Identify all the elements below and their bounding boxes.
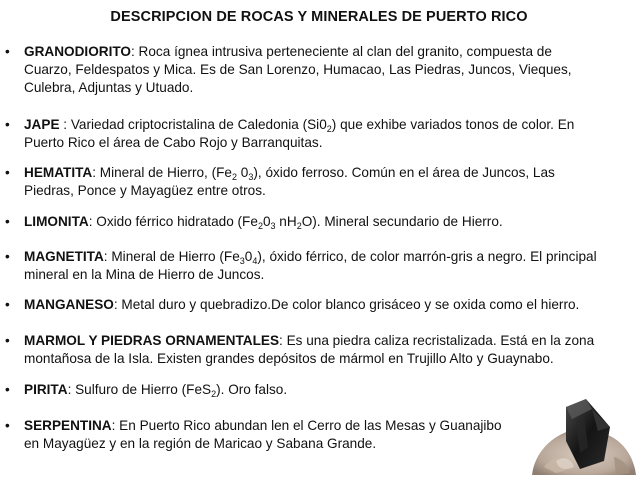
term: LIMONITA <box>24 214 89 229</box>
description: Puerto Rico el área de Cabo Rojo y Barranquitas. <box>24 135 323 150</box>
bullet: • <box>5 333 10 348</box>
bullet: • <box>5 418 10 433</box>
bullet: • <box>5 249 10 264</box>
term: MARMOL Y PIEDRAS ORNAMENTALES <box>24 333 280 348</box>
mineral-sample-image <box>526 397 638 479</box>
bullet: • <box>5 382 10 397</box>
description: 0 <box>262 214 271 229</box>
term: MAGNETITA <box>24 249 104 264</box>
bullet: • <box>5 214 10 229</box>
term: HEMATITA <box>24 165 93 180</box>
term: JAPE <box>24 117 60 132</box>
subscript: 3 <box>239 256 245 266</box>
subscript: 2 <box>211 389 217 399</box>
description: : Variedad criptocristalina de Caledonia (Si0 <box>59 117 327 132</box>
description: : Mineral de Hierro, (Fe <box>92 165 232 180</box>
subscript: 3 <box>248 172 254 182</box>
description: : Sulfuro de Hierro (FeS <box>67 382 212 397</box>
term: PIRITA <box>24 382 68 397</box>
description: ), óxido férrico, de color marrón-gris a negro. El principal <box>257 249 597 264</box>
description: : Mineral de Hierro (Fe <box>103 249 240 264</box>
term: GRANODIORITO <box>24 44 131 59</box>
description: : Es una piedra caliza recristalizada. Está en la zona <box>279 333 595 348</box>
description: Culebra, Adjuntas y Utuado. <box>24 80 194 95</box>
bullet: • <box>5 165 10 180</box>
description: nH <box>275 214 297 229</box>
description: mineral en la Mina de Hierro de Juncos. <box>24 267 265 282</box>
bullet: • <box>5 44 10 59</box>
term: SERPENTINA <box>24 418 112 433</box>
description: : Oxido férrico hidratado (Fe <box>88 214 258 229</box>
term: MANGANESO <box>24 297 114 312</box>
description: 0 <box>237 165 249 180</box>
bullet: • <box>5 117 10 132</box>
subscript: 2 <box>231 172 237 182</box>
subscript: 2 <box>326 124 332 134</box>
description: : Roca ígnea intrusiva perteneciente al clan del granito, compuesta de <box>131 44 552 59</box>
description: : En Puerto Rico abundan len el Cerro de las Mesas y Guanajibo <box>111 418 502 433</box>
description: : Metal duro y quebradizo.De color blanco grisáceo y se oxida como el hierro. <box>113 297 580 312</box>
description: en Mayagüez y en la región de Maricao y Sabana Grande. <box>24 436 377 451</box>
description: montañosa de la Isla. Existen grandes depósitos de mármol en Trujillo Alto y Guaynabo. <box>24 351 554 366</box>
subscript: 2 <box>296 221 302 231</box>
description: 0 <box>244 249 253 264</box>
subscript: 4 <box>252 256 258 266</box>
description: Piedras, Ponce y Mayagüez entre otros. <box>24 183 266 198</box>
subscript: 2 <box>257 221 263 231</box>
description: Cuarzo, Feldespatos y Mica. Es de San Lorenzo, Humacao, Las Piedras, Juncos, Vieques, <box>24 62 572 77</box>
description: O). Mineral secundario de Hierro. <box>301 214 503 229</box>
description: ). Oro falso. <box>216 382 288 397</box>
subscript: 3 <box>270 221 276 231</box>
description: ) que exhibe variados tonos de color. En <box>331 117 575 132</box>
bullet: • <box>5 297 10 312</box>
page-title: DESCRIPCION DE ROCAS Y MINERALES DE PUERTO RICO <box>110 9 528 25</box>
description: ), óxido ferroso. Común en el área de Juncos, Las <box>253 165 555 180</box>
